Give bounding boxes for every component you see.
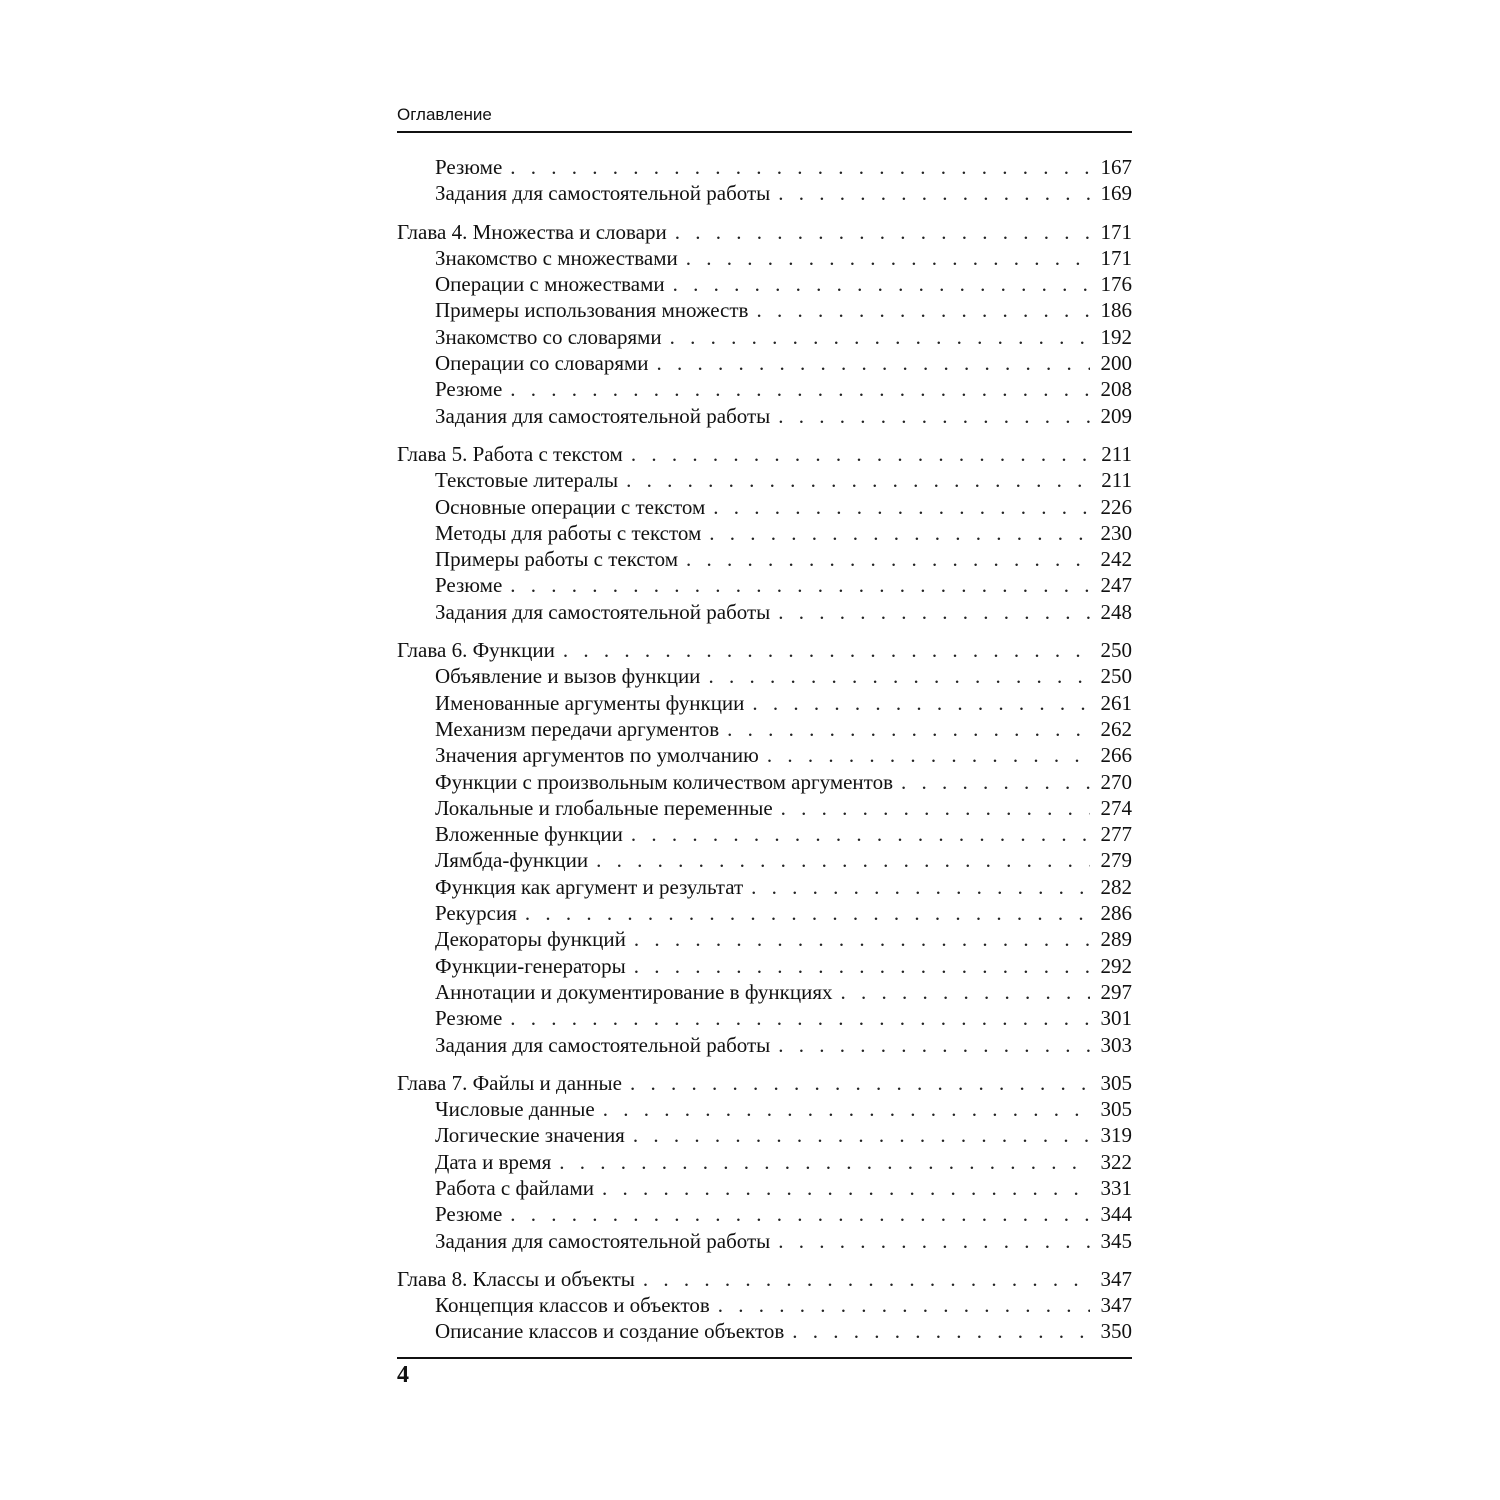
toc-section-entry: [397, 1097, 1132, 1123]
toc-entry-title: Лямбда-функции: [435, 848, 589, 873]
toc-entry-page-number: 305: [1100, 1070, 1132, 1095]
toc-entry-title: Резюме: [435, 573, 503, 598]
table-of-contents: [397, 155, 1132, 1358]
toc-dot-leader: [596, 848, 1090, 873]
toc-entry-page-number: 248: [1100, 599, 1132, 624]
toc-dot-leader: [510, 377, 1090, 402]
toc-section-entry: [397, 691, 1132, 717]
toc-dot-leader: [708, 664, 1090, 689]
toc-section-entry: [397, 770, 1132, 796]
toc-entry-title: Концепция классов и объектов: [435, 1293, 710, 1318]
toc-dot-leader: [778, 181, 1090, 206]
toc-section-entry: [397, 1229, 1132, 1255]
toc-entry-page-number: 345: [1100, 1228, 1132, 1253]
toc-entry-title: Задания для самостоятельной работы: [435, 599, 771, 624]
toc-section-entry: [397, 1123, 1132, 1149]
toc-entry-page-number: 292: [1100, 953, 1132, 978]
toc-entry-title: Глава 6. Функции: [397, 638, 555, 663]
toc-entry-page-number: 319: [1100, 1123, 1132, 1148]
toc-section-entry: [397, 927, 1132, 953]
toc-entry-title: Знакомство с множествами: [435, 245, 678, 270]
toc-section-entry: [397, 468, 1132, 494]
toc-dot-leader: [563, 638, 1090, 663]
toc-entry-title: Функции с произвольным количеством аргументов: [435, 769, 893, 794]
toc-dot-leader: [673, 272, 1090, 297]
toc-section-entry: [397, 875, 1132, 901]
toc-entry-title: Описание классов и создание объектов: [435, 1319, 785, 1344]
toc-entry-title: Глава 4. Множества и словари: [397, 219, 667, 244]
toc-dot-leader: [778, 404, 1090, 429]
toc-section-entry: [397, 246, 1132, 272]
toc-section-entry: [397, 325, 1132, 351]
toc-chapter-entry: [397, 1071, 1132, 1097]
toc-dot-leader: [792, 1319, 1090, 1344]
toc-section-entry: [397, 404, 1132, 430]
toc-entry-page-number: 167: [1100, 155, 1132, 179]
toc-entry-title: Работа с файлами: [435, 1175, 594, 1200]
toc-dot-leader: [686, 246, 1090, 271]
toc-dot-leader: [675, 220, 1090, 245]
toc-entry-page-number: 286: [1100, 901, 1132, 926]
toc-entry-title: Знакомство со словарями: [435, 324, 662, 349]
toc-section-entry: [397, 521, 1132, 547]
toc-chapter-entry: [397, 442, 1132, 468]
toc-section-entry: [397, 573, 1132, 599]
toc-dot-leader: [752, 691, 1090, 716]
toc-section-entry: [397, 901, 1132, 927]
toc-chapter-entry: [397, 1267, 1132, 1293]
toc-entry-page-number: 282: [1100, 874, 1132, 899]
toc-entry-page-number: 274: [1100, 795, 1132, 820]
toc-entry-page-number: 289: [1100, 927, 1132, 952]
toc-dot-leader: [631, 822, 1090, 847]
toc-dot-leader: [686, 547, 1090, 572]
toc-section-entry: [397, 547, 1132, 573]
toc-entry-title: Резюме: [435, 377, 503, 402]
toc-dot-leader: [778, 1033, 1090, 1058]
toc-entry-page-number: 176: [1100, 272, 1132, 297]
toc-section-entry: [397, 351, 1132, 377]
toc-dot-leader: [756, 298, 1090, 323]
toc-chapter-entry: [397, 638, 1132, 664]
toc-entry-page-number: 279: [1100, 848, 1132, 873]
toc-entry-title: Глава 7. Файлы и данные: [397, 1070, 622, 1095]
toc-dot-leader: [510, 1202, 1090, 1227]
toc-entry-title: Текстовые литералы: [435, 468, 619, 493]
toc-dot-leader: [510, 1006, 1090, 1031]
toc-entry-title: Операции со словарями: [435, 351, 649, 376]
toc-dot-leader: [631, 442, 1090, 467]
toc-entry-title: Задания для самостоятельной работы: [435, 1032, 771, 1057]
toc-entry-title: Декораторы функций: [435, 927, 626, 952]
toc-dot-leader: [634, 927, 1090, 952]
toc-dot-leader: [727, 717, 1090, 742]
toc-entry-title: Задания для самостоятельной работы: [435, 403, 771, 428]
toc-entry-page-number: 171: [1100, 245, 1132, 270]
toc-entry-page-number: 347: [1100, 1266, 1132, 1291]
toc-dot-leader: [643, 1267, 1090, 1292]
toc-entry-title: Резюме: [435, 1006, 503, 1031]
toc-entry-title: Примеры использования множеств: [435, 298, 749, 323]
header-rule: [397, 131, 1132, 133]
toc-entry-page-number: 226: [1100, 494, 1132, 519]
toc-group: [397, 638, 1132, 1059]
toc-section-entry: [397, 954, 1132, 980]
toc-entry-title: Именованные аргументы функции: [435, 690, 745, 715]
toc-entry-title: Локальные и глобальные переменные: [435, 795, 773, 820]
toc-entry-title: Объявление и вызов функции: [435, 664, 701, 689]
toc-section-entry: [397, 822, 1132, 848]
toc-dot-leader: [709, 521, 1090, 546]
toc-entry-page-number: 301: [1100, 1006, 1132, 1031]
toc-dot-leader: [767, 743, 1090, 768]
toc-entry-page-number: 250: [1100, 664, 1132, 689]
toc-group: [397, 1071, 1132, 1255]
toc-group: [397, 155, 1132, 208]
toc-section-entry: [397, 1033, 1132, 1059]
toc-dot-leader: [718, 1293, 1090, 1318]
toc-entry-title: Методы для работы с текстом: [435, 520, 702, 545]
toc-entry-title: Задания для самостоятельной работы: [435, 181, 771, 206]
toc-dot-leader: [626, 468, 1090, 493]
toc-entry-page-number: 208: [1100, 377, 1132, 402]
toc-dot-leader: [657, 351, 1090, 376]
toc-entry-title: Функции-генераторы: [435, 953, 626, 978]
toc-section-entry: [397, 377, 1132, 403]
toc-entry-title: Примеры работы с текстом: [435, 547, 678, 572]
toc-entry-title: Основные операции с текстом: [435, 494, 706, 519]
toc-entry-title: Аннотации и документирование в функциях: [435, 979, 833, 1004]
toc-dot-leader: [670, 325, 1090, 350]
toc-section-entry: [397, 272, 1132, 298]
toc-entry-title: Логические значения: [435, 1123, 625, 1148]
toc-entry-page-number: 303: [1100, 1032, 1132, 1057]
toc-entry-title: Резюме: [435, 1202, 503, 1227]
toc-entry-page-number: 297: [1100, 979, 1132, 1004]
toc-section-entry: [397, 796, 1132, 822]
toc-dot-leader: [751, 875, 1090, 900]
toc-section-entry: [397, 155, 1132, 181]
toc-entry-title: Вложенные функции: [435, 822, 623, 847]
toc-entry-page-number: 169: [1100, 181, 1132, 206]
toc-dot-leader: [630, 1071, 1090, 1096]
toc-dot-leader: [840, 980, 1090, 1005]
toc-dot-leader: [603, 1097, 1090, 1122]
toc-entry-title: Значения аргументов по умолчанию: [435, 743, 759, 768]
toc-section-entry: [397, 1176, 1132, 1202]
toc-entry-title: Дата и время: [435, 1149, 552, 1174]
toc-entry-page-number: 277: [1100, 822, 1132, 847]
toc-entry-title: Числовые данные: [435, 1097, 595, 1122]
toc-dot-leader: [781, 796, 1090, 821]
toc-entry-page-number: 171: [1100, 219, 1132, 244]
toc-entry-title: Рекурсия: [435, 901, 517, 926]
toc-entry-page-number: 250: [1100, 638, 1132, 663]
toc-entry-page-number: 192: [1100, 324, 1132, 349]
toc-entry-page-number: 242: [1100, 547, 1132, 572]
toc-entry-page-number: 211: [1101, 468, 1132, 493]
toc-entry-page-number: 261: [1100, 690, 1132, 715]
toc-group: [397, 442, 1132, 626]
toc-section-entry: [397, 1202, 1132, 1228]
running-header: Оглавление: [397, 105, 492, 124]
toc-entry-page-number: 209: [1100, 403, 1132, 428]
toc-section-entry: [397, 600, 1132, 626]
toc-dot-leader: [778, 600, 1090, 625]
toc-dot-leader: [634, 954, 1090, 979]
toc-chapter-entry: [397, 220, 1132, 246]
toc-dot-leader: [510, 155, 1090, 180]
toc-entry-page-number: 344: [1100, 1202, 1132, 1227]
toc-dot-leader: [510, 573, 1090, 598]
book-page: [397, 0, 1132, 1500]
toc-entry-title: Операции с множествами: [435, 272, 665, 297]
toc-section-entry: [397, 1293, 1132, 1319]
toc-entry-page-number: 266: [1100, 743, 1132, 768]
toc-entry-page-number: 350: [1100, 1319, 1132, 1344]
toc-entry-page-number: 305: [1100, 1097, 1132, 1122]
toc-entry-page-number: 331: [1100, 1175, 1132, 1200]
toc-section-entry: [397, 1150, 1132, 1176]
toc-section-entry: [397, 1319, 1132, 1345]
toc-entry-page-number: 262: [1100, 716, 1132, 741]
toc-entry-page-number: 247: [1100, 573, 1132, 598]
toc-entry-title: Глава 5. Работа с текстом: [397, 441, 623, 466]
toc-dot-leader: [559, 1150, 1090, 1175]
toc-section-entry: [397, 664, 1132, 690]
toc-entry-title: Резюме: [435, 155, 503, 179]
toc-entry-page-number: 322: [1100, 1149, 1132, 1174]
toc-dot-leader: [602, 1176, 1090, 1201]
toc-entry-page-number: 186: [1100, 298, 1132, 323]
toc-section-entry: [397, 181, 1132, 207]
toc-entry-title: Механизм передачи аргументов: [435, 716, 720, 741]
toc-section-entry: [397, 980, 1132, 1006]
toc-entry-title: Глава 8. Классы и объекты: [397, 1266, 635, 1291]
toc-section-entry: [397, 298, 1132, 324]
toc-entry-title: Задания для самостоятельной работы: [435, 1228, 771, 1253]
toc-section-entry: [397, 743, 1132, 769]
toc-dot-leader: [633, 1123, 1090, 1148]
toc-entry-page-number: 270: [1100, 769, 1132, 794]
toc-entry-page-number: 211: [1101, 441, 1132, 466]
toc-section-entry: [397, 495, 1132, 521]
toc-dot-leader: [901, 770, 1090, 795]
toc-dot-leader: [713, 495, 1090, 520]
toc-section-entry: [397, 717, 1132, 743]
toc-entry-page-number: 200: [1100, 351, 1132, 376]
toc-dot-leader: [778, 1229, 1090, 1254]
toc-section-entry: [397, 1006, 1132, 1032]
toc-group: [397, 1267, 1132, 1346]
toc-entry-page-number: 230: [1100, 520, 1132, 545]
toc-entry-page-number: 347: [1100, 1293, 1132, 1318]
toc-group: [397, 220, 1132, 430]
toc-entry-title: Функция как аргумент и результат: [435, 874, 744, 899]
page-number: 4: [397, 1362, 409, 1388]
toc-section-entry: [397, 848, 1132, 874]
toc-dot-leader: [525, 901, 1090, 926]
footer-rule: [397, 1357, 1132, 1359]
